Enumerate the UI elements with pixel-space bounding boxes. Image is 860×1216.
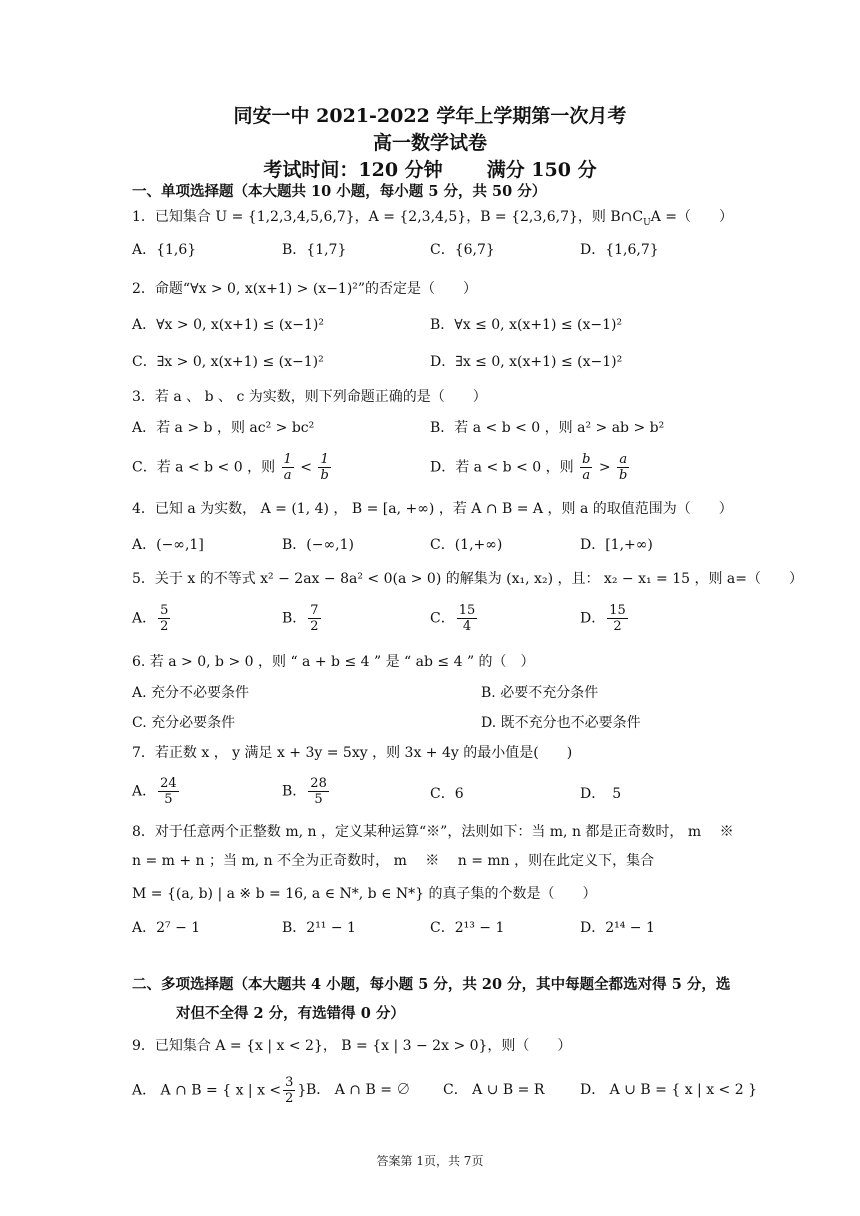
question-8-stem-line-2: n = m + n ；当 m, n 不全为正奇数时， m ※ n = mn ，则在此定义下，集合	[132, 853, 655, 869]
question-5-option-b: B． $\frac{7}{2}$	[282, 603, 319, 634]
question-1-option-c: C．{6,7}	[430, 242, 495, 258]
question-7-option-d: D． 5	[580, 786, 622, 802]
question-1-option-d: D．{1,6,7}	[580, 242, 659, 258]
question-9-option-d: D． A ∪ B = { x | x < 2 }	[580, 1082, 757, 1098]
question-5-stem: 5．关于 x 的不等式 x² − 2ax − 8a² < 0(a > 0) 的解集为 (x₁, x₂) ，且： x₂ − x₁ = 15 ，则 a=（ ）	[132, 571, 803, 587]
question-4-option-b: B．(−∞,1)	[282, 537, 354, 553]
fraction: $\frac{5}{2}$	[160, 603, 169, 634]
question-6-option-c: C. 充分必要条件	[132, 715, 236, 731]
question-2-option-b: B．∀x ≤ 0, x(x+1) ≤ (x−1)²	[430, 317, 623, 333]
fraction: $\frac{28}{5}$	[310, 776, 327, 807]
question-8-stem-line-1: 8．对于任意两个正整数 m, n ，定义某种运算“※”，法则如下：当 m, n 都是正奇数时， m ※	[132, 824, 734, 840]
section-2-heading-line-1: 二、多项选择题（本大题共 4 小题，每小题 5 分，共 20 分，其中每题全都选对得 5 分，选	[132, 976, 731, 993]
question-6-option-d: D. 既不充分也不必要条件	[481, 715, 641, 731]
exam-score: 满分 150 分	[486, 159, 597, 181]
question-9-stem: 9．已知集合 A = {x | x < 2}， B = {x | 3 − 2x > 0}，则（ ）	[132, 1038, 572, 1054]
question-3-option-c: C．若 a < b < 0 ，则 $\frac{1}{a}$ < $\frac{1}{b}$	[132, 452, 329, 483]
question-8-option-d: D．2¹⁴ − 1	[580, 920, 655, 936]
question-3-stem: 3．若 a 、 b 、 c 为实数，则下列命题正确的是（ ）	[132, 389, 487, 405]
question-9-option-a: A． A ∩ B = { x | x < $\frac{3}{2}$ }	[132, 1075, 307, 1106]
exam-title: 同安一中 2021-2022 学年上学期第一次月考	[233, 105, 627, 127]
question-4-option-c: C．(1,+∞)	[430, 537, 503, 553]
fraction: $\frac{15}{2}$	[609, 603, 626, 634]
question-8-option-c: C．2¹³ − 1	[430, 920, 505, 936]
question-2-option-a: A．∀x > 0, x(x+1) ≤ (x−1)²	[132, 317, 324, 333]
fraction: $\frac{b}{a}$	[582, 452, 591, 483]
question-8-stem-line-3: M = {(a, b) | a ※ b = 16, a ∈ N*, b ∈ N*} 的真子集的个数是（ ）	[132, 886, 597, 902]
question-3-option-d: D．若 a < b < 0 ，则 $\frac{b}{a}$ > $\frac{a}{b}$	[430, 452, 628, 483]
question-6-option-a: A. 充分不必要条件	[132, 685, 250, 701]
section-2-heading-line-2: 对但不全得 2 分，有选错得 0 分）	[176, 1005, 405, 1022]
question-5-option-a: A． $\frac{5}{2}$	[132, 603, 169, 634]
question-8-option-a: A．2⁷ − 1	[132, 920, 201, 936]
exam-time: 考试时间：120 分钟	[263, 159, 443, 181]
question-4-option-d: D．[1,+∞)	[580, 537, 653, 553]
question-7-option-b: B． $\frac{28}{5}$	[282, 776, 327, 807]
fraction: $\frac{1}{b}$	[320, 452, 329, 483]
question-4-option-a: A．(−∞,1]	[132, 537, 204, 553]
question-1-option-b: B．{1,7}	[282, 242, 347, 258]
exam-subtitle: 高一数学试卷	[372, 132, 487, 154]
question-8-option-b: B．2¹¹ − 1	[282, 920, 356, 936]
fraction: $\frac{7}{2}$	[310, 603, 319, 634]
question-1-option-a: A．{1,6}	[132, 242, 197, 258]
fraction: $\frac{a}{b}$	[619, 452, 628, 483]
question-3-option-a: A．若 a > b ，则 ac² > bc²	[132, 420, 315, 436]
exam-time-score	[0, 158, 860, 182]
question-6-option-b: B. 必要不充分条件	[481, 685, 599, 701]
question-7-stem: 7．若正数 x ， y 满足 x + 3y = 5xy ，则 3x + 4y 的最小值是( )	[132, 745, 573, 761]
fraction: $\frac{15}{4}$	[458, 603, 476, 634]
page-footer: 答案第 1页，共 7页	[376, 1154, 484, 1168]
question-1-stem: 1．已知集合 U = {1,2,3,4,5,6,7}，A = {2,3,4,5}，B = {2,3,6,7}，则 $B\cap C_UA$ =（ ）	[132, 209, 733, 228]
question-2-option-d: D．∃x ≤ 0, x(x+1) ≤ (x−1)²	[430, 354, 623, 370]
question-7-option-c: C．6	[430, 786, 464, 802]
question-3-option-b: B．若 a < b < 0 ，则 a² > ab > b²	[430, 420, 665, 436]
question-9-option-b: B． A ∩ B = ∅	[306, 1082, 411, 1098]
question-5-option-d: D． $\frac{15}{2}$	[580, 603, 626, 634]
question-2-stem: 2．命题“∀x > 0, x(x+1) > (x−1)²”的否定是（ ）	[132, 281, 478, 297]
question-7-option-a: A． $\frac{24}{5}$	[132, 776, 177, 807]
fraction: $\frac{3}{2}$	[285, 1075, 294, 1106]
question-6-stem: 6. 若 a > 0, b > 0 ，则 “ a + b ≤ 4 ” 是 “ ab ≤ 4 ” 的（ ）	[132, 654, 535, 670]
question-4-stem: 4．已知 a 为实数， A = (1, 4) ， B = [a, +∞) ，若 A ∩ B = A ，则 a 的取值范围为（ ）	[132, 501, 733, 517]
question-9-option-c: C． A ∪ B = R	[443, 1082, 545, 1098]
fraction: $\frac{1}{a}$	[283, 452, 292, 483]
section-1-heading: 一、单项选择题（本大题共 10 小题，每小题 5 分，共 50 分）	[132, 183, 547, 200]
question-2-option-c: C．∃x > 0, x(x+1) ≤ (x−1)²	[132, 354, 324, 370]
fraction: $\frac{24}{5}$	[160, 776, 177, 807]
question-5-option-c: C． $\frac{15}{4}$	[430, 603, 476, 634]
